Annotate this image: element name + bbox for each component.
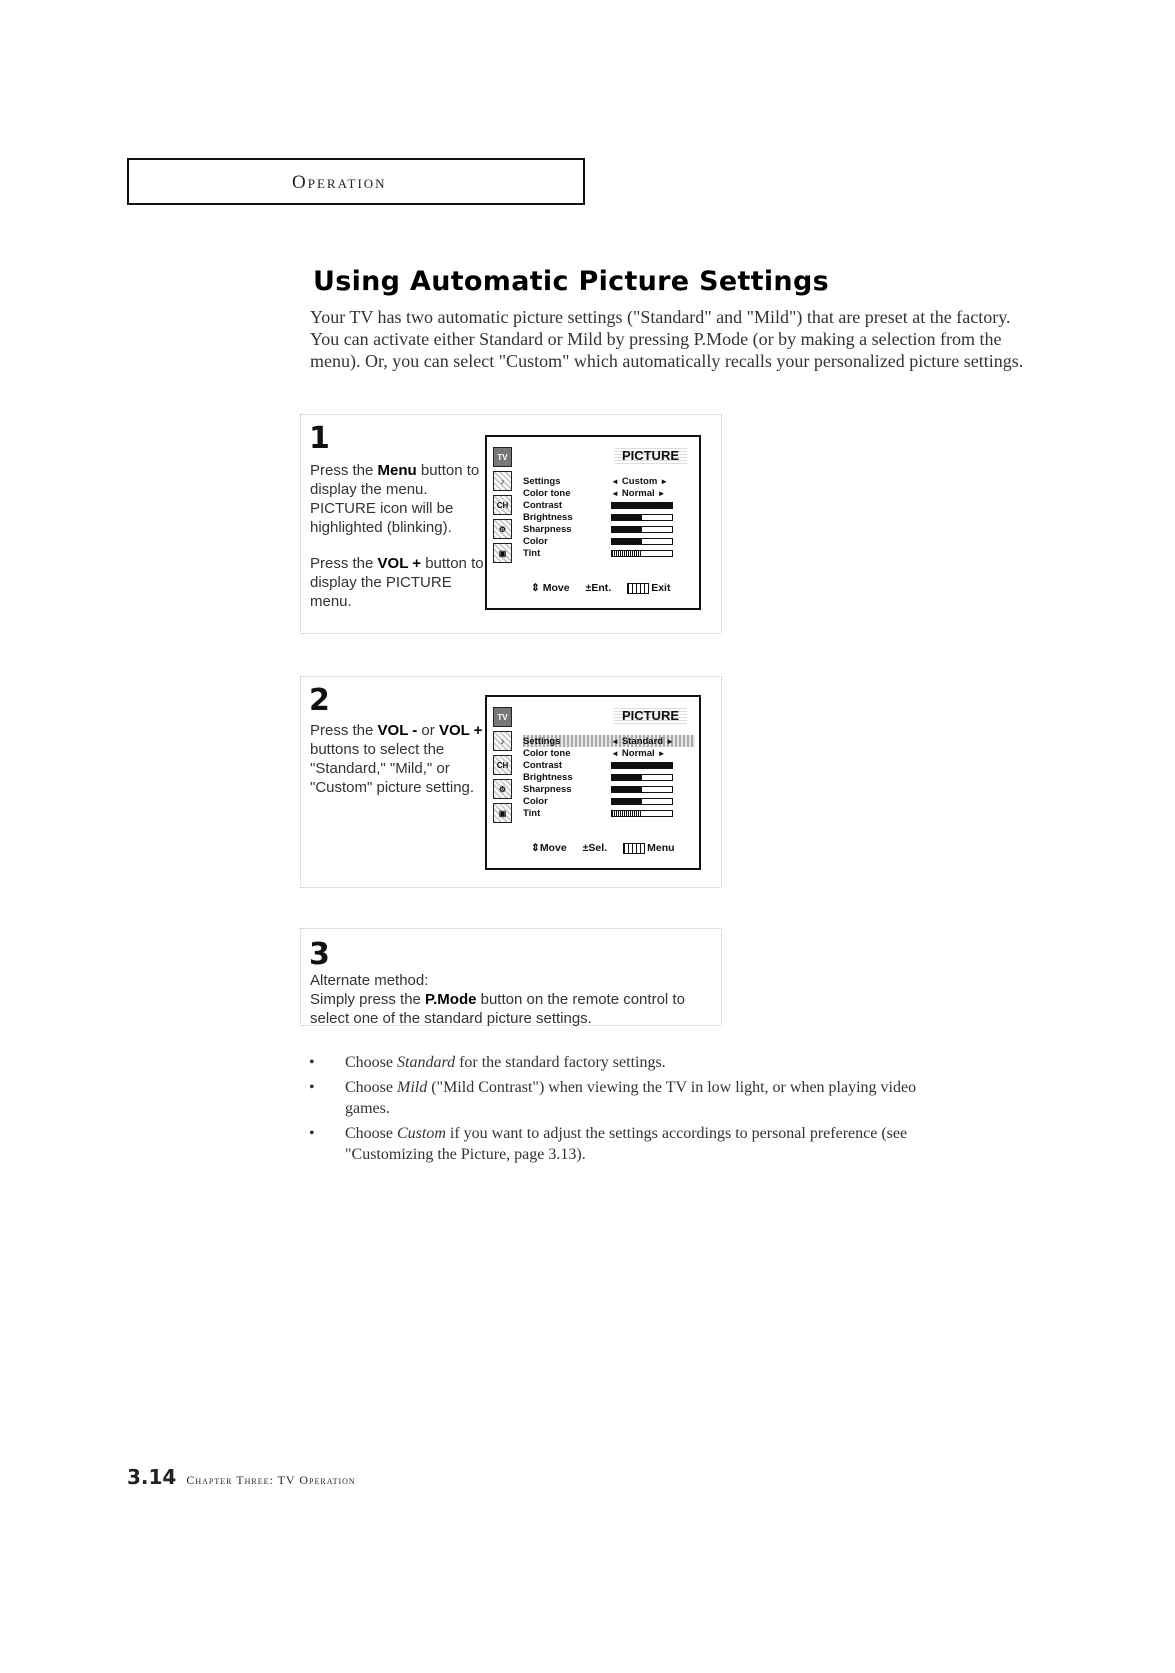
color-row: Color <box>523 795 695 807</box>
setup-icon: ⚙ <box>493 519 512 539</box>
list-item: • Choose Standard for the standard factory settings. <box>305 1052 945 1073</box>
plus-minus-icon: ± <box>585 582 592 594</box>
step-3-instruction: Alternate method: Simply press the P.Mode button on the remote control to select one of the standard picture settings. <box>310 972 685 1027</box>
setup-icon: ⚙ <box>493 779 512 799</box>
sound-icon: ♪ <box>493 471 512 491</box>
colortone-value: ◄ Normal ► <box>611 488 666 499</box>
step-2-panel <box>300 676 722 888</box>
menu-key-icon <box>627 583 649 594</box>
section-header-label: Operation <box>292 172 387 193</box>
step-1-panel <box>300 414 722 634</box>
settings-value: ◄ Custom ► <box>611 476 668 487</box>
menu-key-icon <box>623 843 645 854</box>
input-icon: ▣ <box>493 803 512 823</box>
contrast-row: Contrast <box>523 759 695 771</box>
vol-plus-button-ref: VOL + <box>438 722 483 739</box>
input-icon: ▣ <box>493 543 512 563</box>
tint-row: Tint <box>523 547 695 559</box>
list-item: • Choose Mild ("Mild Contrast") when viewing the TV in low light, or when playing video games. <box>305 1077 945 1119</box>
vol-minus-button-ref: VOL - <box>377 722 418 739</box>
colortone-row: Color tone ◄ Normal ► <box>523 487 695 499</box>
tint-bar <box>611 550 673 557</box>
page-title: Using Automatic Picture Settings <box>313 266 829 297</box>
contrast-bar <box>611 762 673 769</box>
brightness-row: Brightness <box>523 771 695 783</box>
osd-footer: ⇕ Move ±Ent. Exit <box>531 582 671 594</box>
osd-rows <box>523 735 695 819</box>
step-1-instruction-b: Press the VOL + button to display the PICTURE menu. <box>310 555 484 610</box>
settings-row: Settings ◄ Standard ► <box>523 735 695 747</box>
settings-value: ◄ Standard ► <box>611 736 674 747</box>
vol-plus-button-ref: VOL + <box>377 555 422 572</box>
picture-icon: TV <box>493 707 512 727</box>
chapter-title: Chapter Three: TV Operation <box>186 1473 356 1487</box>
menu-icon-column <box>493 707 512 823</box>
contrast-row: Contrast <box>523 499 695 511</box>
color-bar <box>611 798 673 805</box>
step-2-instruction: Press the VOL - or VOL + buttons to select the "Standard," "Mild," or "Custom" picture setting. <box>310 722 483 796</box>
plus-minus-icon: ± <box>582 842 589 854</box>
move-arrows-icon: ⇕ <box>531 842 540 854</box>
step-3-panel <box>300 928 722 1026</box>
section-header-box <box>127 158 585 205</box>
color-row: Color <box>523 535 695 547</box>
move-arrows-icon: ⇕ <box>531 582 540 594</box>
osd-footer: ⇕Move ±Sel. Menu <box>531 842 675 854</box>
page-footer <box>127 1465 356 1489</box>
menu-icon-column <box>493 447 512 563</box>
brightness-bar <box>611 774 673 781</box>
step-number: 1 <box>309 421 330 456</box>
sharpness-row: Sharpness <box>523 523 695 535</box>
colortone-value: ◄ Normal ► <box>611 748 666 759</box>
sharpness-row: Sharpness <box>523 783 695 795</box>
list-item: • Choose Custom if you want to adjust the settings accordings to personal preference (see "Customizing the Picture, page 3.13). <box>305 1123 945 1165</box>
step-number: 2 <box>309 683 330 718</box>
settings-row: Settings ◄ Custom ► <box>523 475 695 487</box>
intro-paragraph: Your TV has two automatic picture settings ("Standard" and "Mild") that are preset at the factory. You can activate either Standard or Mild by pressing P.Mode (or by making a selection from the menu). Or, you can select "Custom" which automatically recalls your personalized picture settings. <box>310 307 1024 371</box>
tint-bar <box>611 810 673 817</box>
menu-button-ref: Menu <box>377 462 417 479</box>
osd-title: PICTURE <box>614 707 687 724</box>
color-bar <box>611 538 673 545</box>
sharpness-bar <box>611 526 673 533</box>
contrast-bar <box>611 502 673 509</box>
picture-menu-screen <box>485 695 701 870</box>
step-number: 3 <box>309 937 330 972</box>
sharpness-bar <box>611 786 673 793</box>
pmode-button-ref: P.Mode <box>425 991 477 1008</box>
picture-icon: TV <box>493 447 512 467</box>
step-1-instruction-a: Press the Menu button to display the menu. PICTURE icon will be highlighted (blinking). <box>310 462 480 536</box>
osd-title: PICTURE <box>614 447 687 464</box>
brightness-bar <box>611 514 673 521</box>
brightness-row: Brightness <box>523 511 695 523</box>
tint-row: Tint <box>523 807 695 819</box>
picture-menu-screen <box>485 435 701 610</box>
page-number: 3.14 <box>127 1465 177 1489</box>
mode-options-list <box>305 1052 945 1169</box>
colortone-row: Color tone ◄ Normal ► <box>523 747 695 759</box>
osd-rows <box>523 475 695 559</box>
channel-icon: CH <box>493 495 512 515</box>
sound-icon: ♪ <box>493 731 512 751</box>
channel-icon: CH <box>493 755 512 775</box>
